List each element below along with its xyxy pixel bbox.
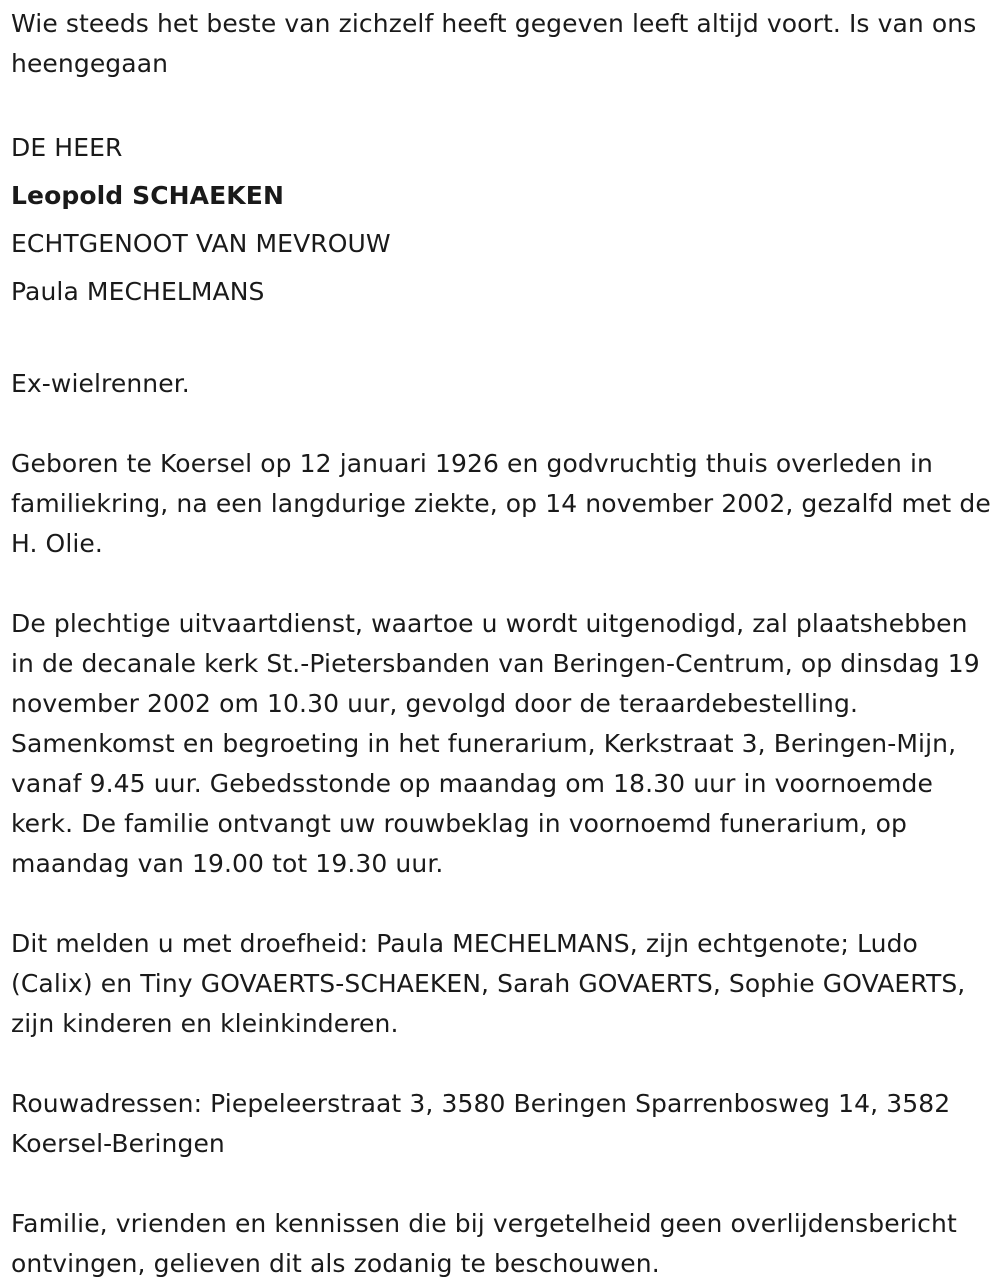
relation-line: ECHTGENOOT VAN MEVROUW — [11, 229, 391, 258]
birth-death-paragraph: Geboren te Koersel op 12 januari 1926 en godvruchtig thuis overleden in familiekring, na een langdurige ziekte, op 14 november 2002, gezalfd met de H. Olie. — [11, 449, 991, 558]
deceased-name: Leopold SCHAEKEN — [11, 181, 284, 210]
addresses-paragraph: Rouwadressen: Piepeleerstraat 3, 3580 Beringen Sparrenbosweg 14, 3582 Koersel-Beringen — [11, 1089, 951, 1158]
occupation-paragraph: Ex-wielrenner. — [11, 369, 190, 398]
closing-paragraph: Familie, vrienden en kennissen die bij vergetelheid geen overlijdensbericht ontvingen, gelieven dit als zodanig te beschouwen. — [11, 1209, 957, 1278]
obituary-document — [11, 4, 993, 1284]
spouse-name: Paula MECHELMANS — [11, 277, 265, 306]
service-paragraph: De plechtige uitvaartdienst, waartoe u wordt uitgenodigd, zal plaatshebben in de decanale kerk St.-Pietersbanden van Beringen-Centrum, op dinsdag 19 november 2002 om 10.30 uur, gevolgd door de teraardebestelling. Samenkomst en begroeting in het funerarium, Kerkstraat 3, Beringen-Mijn, vanaf 9.45 uur. Gebedsstonde op maandag om 18.30 uur in voornoemde kerk. De familie ontvangt uw rouwbeklag in voornoemd funerarium, op maandag van 19.00 tot 19.30 uur. — [11, 609, 980, 878]
family-paragraph: Dit melden u met droefheid: Paula MECHELMANS, zijn echtgenote; Ludo (Calix) en Tiny GOVAERTS-SCHAEKEN, Sarah GOVAERTS, Sophie GOVAERTS, zijn kinderen en kleinkinderen. — [11, 929, 966, 1038]
intro-paragraph: Wie steeds het beste van zichzelf heeft gegeven leeft altijd voort. Is van ons heengegaan — [11, 9, 977, 78]
honorific: DE HEER — [11, 133, 123, 162]
